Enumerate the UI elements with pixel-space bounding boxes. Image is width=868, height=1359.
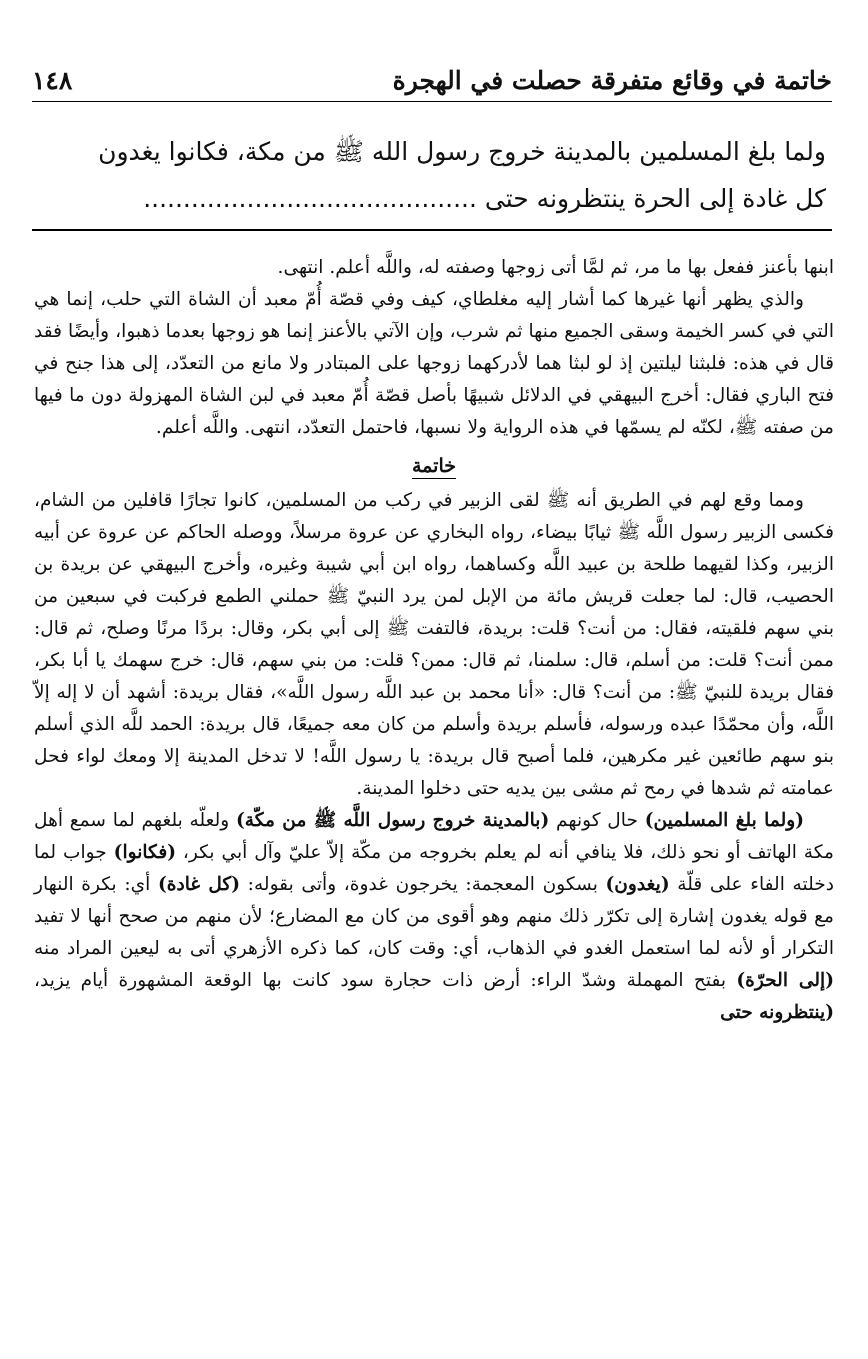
commentary-text	[34, 252, 834, 1029]
matn-divider	[32, 229, 832, 231]
quoted-matn: (ينتظرونه حتى	[720, 1002, 834, 1023]
header-divider	[32, 101, 832, 102]
page-number: ١٤٨	[32, 65, 73, 95]
matn-line: كل غادة إلى الحرة ينتظرونه حتى ..........................................	[143, 184, 826, 213]
quoted-matn: (ولما بلغ المسلمين)	[644, 810, 805, 831]
commentary-segment: بسكون المعجمة: يخرجون غدوة، وأتى بقوله:	[240, 874, 606, 895]
commentary-segment: أي: بكرة النهار مع قوله يغدون إشارة إلى تكرّر ذلك منهم وهو أقوى من كان مع المضارع؛ لأن منهم من صحح أنها لا تفيد التكرار أو لأنه لما استعمل الغدو في الذهاب، أي: وقت كان، كما ذكره الأزهري أتى به ليعين المراد منه	[34, 874, 834, 959]
running-title: خاتمة في وقائع متفرقة حصلت في الهجرة	[392, 65, 832, 95]
paragraph: ابنها بأعنز ففعل بها ما مر، ثم لمَّا أتى زوجها وصفته له، واللَّه أعلم. انتهى.	[277, 257, 834, 278]
paragraph: ومما وقع لهم في الطريق أنه ﷺ لقى الزبير في ركب من المسلمين، كانوا تجارًا قافلين من الشام، فكسى الزبير رسول اللَّه ﷺ ثيابًا بيضاء، رواه البخاري عن عروة مرسلاً، ووصله الحاكم عن عروة عن أبيه الزبير، وكذا لقيهما طلحة بن عبيد اللَّه وكساهما، رواه ابن أبي شيبة وغيره، وأخرج البيهقي عن بريدة بن الحصيب، قال: لما جعلت قريش مائة من الإبل لمن يرد النبيّ ﷺ حملني الطمع فركبت في سبعين من بني سهم فلقيته، فقال: من أنت؟ قلت: بريدة، فالتفت ﷺ إلى أبي بكر، وقال: بردًا مرنًا وصلح، ثم قال: ممن أنت؟ قلت: من أسلم، قال: سلمنا، ثم قال: ممن؟ قلت: من بني سهم، قال: خرج سهمك يا أبا بكر، فقال بريدة للنبيّ ﷺ: من أنت؟ قال: «أنا محمد بن عبد اللَّه رسول اللَّه»، فقال بريدة: أشهد أن لا إله إلاّ اللَّه، وأن محمّدًا عبده ورسوله، فأسلم بريدة وأسلم من كان معه جميعًا، قال بريدة: الحمد للَّه الذي أسلم بنو سهم طائعين غير مكرهين، فلما أصبح قال بريدة: يا رسول اللَّه! لا تدخل المدينة إلا ومعك لواء فحل عمامته ثم شدها في رمح ثم مشى بين يديه حتى دخلوا المدينة.	[34, 490, 834, 799]
quoted-matn: (بالمدينة خروج رسول اللَّه ﷺ من مكّة)	[236, 810, 550, 831]
matn-text	[38, 128, 826, 222]
matn-line: ولما بلغ المسلمين بالمدينة خروج رسول الله ﷺ من مكة، فكانوا يغدون	[98, 137, 826, 166]
quoted-matn: (يغدون)	[605, 874, 670, 895]
paragraph: والذي يظهر أنها غيرها كما أشار إليه مغلطاي، كيف وفي قصّة أُمّ معبد أن الشاة التي حلب، إنما هي التي في كسر الخيمة وسقى الجميع منها ثم شرب، وإن الآتي بالأعنز إنما هو زوجها بعدما ذهبوا، وأيضًا فقد قال في هذه: فلبثنا ليلتين إذ لو لبثا هما لأدركهما زوجها على المبتادر ولا مانع من التعدّد، إلى هذا جنح في فتح الباري فقال: أخرج البيهقي في الدلائل شبيهًا بأصل قصّة أُمّ معبد في لبن الشاة المهزولة دون ما فيها من صفته ﷺ، لكنّه لم يسمّها في هذه الرواية ولا نسبها، فاحتمل التعدّد، انتهى. واللَّه أعلم.	[34, 289, 834, 438]
paragraph	[34, 805, 834, 1029]
section-title-text: خاتمة	[412, 455, 456, 477]
commentary-segment: بفتح المهملة وشدّ الراء: أرض ذات حجارة سود كانت بها الوقعة المشهورة أيام يزيد،	[34, 970, 737, 991]
commentary-segment: حال كونهم	[549, 810, 645, 831]
section-title	[34, 450, 834, 482]
quoted-matn: (إلى الحرّة)	[736, 970, 834, 991]
quoted-matn: (كل غادة)	[157, 874, 241, 895]
page-header	[32, 58, 832, 102]
quoted-matn: (فكانوا)	[113, 842, 177, 863]
commentary-segment: ولعلّه بلغهم لما سمع أهل مكة الهاتف أو نحو ذلك، فلا ينافي أنه لم يعلم بخروجه من مكّة إلاّ عليّ وآل أبي بكر،	[34, 810, 835, 863]
commentary-segment: جواب لما دخلته الفاء على قلّة	[34, 842, 834, 895]
